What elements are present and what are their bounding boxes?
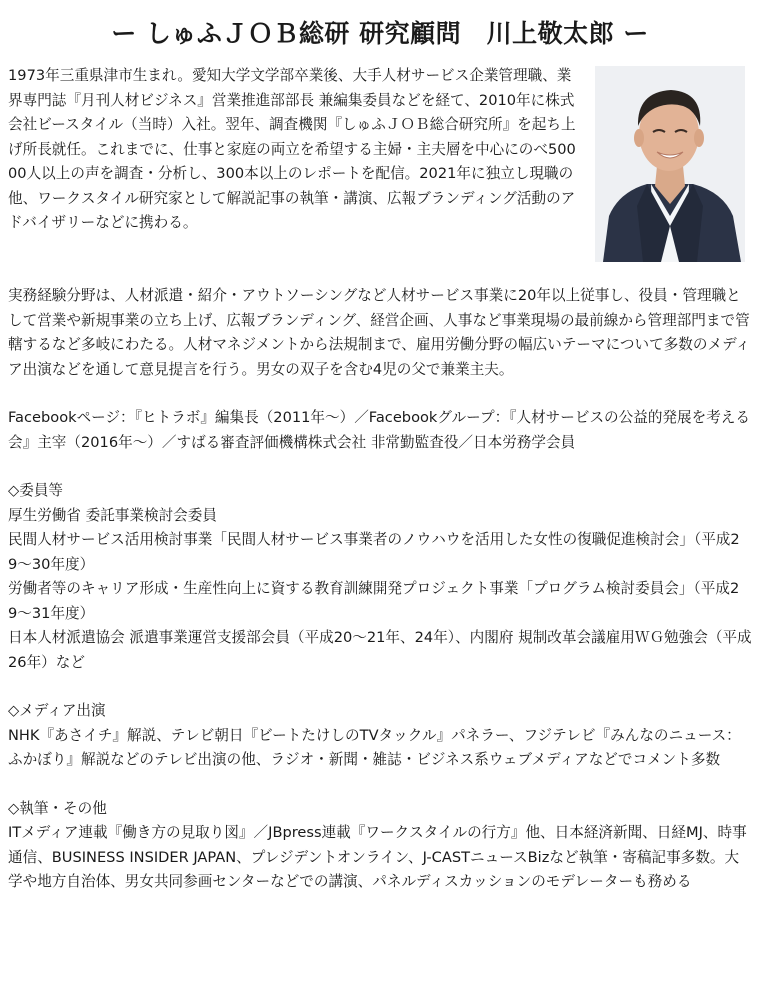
experience-paragraph: 実務経験分野は、人材派遣・紹介・アウトソーシングなど人材サービス事業に20年以上従事し、役員・管理職として営業や新規事業の立ち上げ、広報ブランディング、経営企画、人事など事業現場の最前線から管理部門まで管轄するなど多岐にわたる。人材マネジメントから法規制まで、雇用労働分野の幅広いテーマについて多数のメディア出演などを通して意見提言を行う。男女の双子を含む4児の父で兼業主夫。 <box>8 287 751 378</box>
profile-content <box>8 64 753 895</box>
writing-heading: ◇執筆・その他 <box>8 799 107 817</box>
committees-section <box>8 479 753 675</box>
writing-section <box>8 797 753 895</box>
page-title: ー しゅふＪＯＢ総研 研究顧問 川上敬太郎 ー <box>111 19 649 48</box>
committees-heading: ◇委員等 <box>8 482 64 499</box>
portrait-photo <box>595 66 745 262</box>
intro-section <box>8 64 753 260</box>
writing-paragraph: ITメディア連載『働き方の見取り図』／JBpress連載『ワークスタイルの行方』他、日本経済新聞、日経MJ、時事通信、BUSINESS INSIDER JAPAN、プレジデントオンライン、J-CASTニュースBizなど執筆・寄稿記事多数。大学や地方自治体、男女共同参画センターなどでの講演、パネルディスカッションのモデレーターも務める <box>8 824 747 890</box>
media-heading: ◇メディア出演 <box>8 702 106 719</box>
committee-item: 厚生労働省 委託事業検討会委員 <box>8 506 217 524</box>
committee-item: 日本人材派遣協会 派遣事業運営支援部会員（平成20〜21年、24年）、内閣府 規制改革会議雇用ＷＧ勉強会（平成26年）など <box>8 629 752 671</box>
media-paragraph: NHK『あさイチ』解説、テレビ朝日『ビートたけしのTVタックル』パネラー、フジテレビ『みんなのニュース：ふかぼり』解説などのテレビ出演の他、ラジオ・新聞・雑誌・ビジネス系ウェブメディアなどでコメント多数 <box>8 726 741 768</box>
facebook-paragraph: Facebookページ：『ヒトラボ』編集長（2011年〜）／Facebookグループ：『人材サービスの公益的発展を考える会』主宰（2016年〜）／すばる審査評価機構株式会社 非常勤監査役／日本労務学会員 <box>8 409 750 451</box>
intro-paragraph: 1973年三重県津市生まれ。愛知大学文学部卒業後、大手人材サービス企業管理職、業界専門誌『月刊人材ビジネス』営業推進部部長 兼編集委員などを経て、2010年に株式会社ビースタイル（当時）入社。翌年、調査機関『しゅふＪＯＢ総合研究所』を起ち上げ所長就任。これまでに、仕事と家庭の両立を希望する主婦・主夫層を中心にのべ50000人以上の声を調査・分析し、300本以上のレポートを配信。2021年に独立し現職の他、ワークスタイル研究家として解説記事の執筆・講演、広報ブランディング活動のアドバイザリーなどに携わる。 <box>8 67 576 231</box>
media-section <box>8 699 753 773</box>
committee-item: 労働者等のキャリア形成・生産性向上に資する教育訓練開発プロジェクト事業「プログラム検討委員会」（平成29〜31年度） <box>8 580 740 622</box>
portrait-illustration <box>595 66 745 262</box>
committee-item: 民間人材サービス活用検討事業「民間人材サービス事業者のノウハウを活用した女性の復職促進検討会」（平成29〜30年度） <box>8 531 740 573</box>
